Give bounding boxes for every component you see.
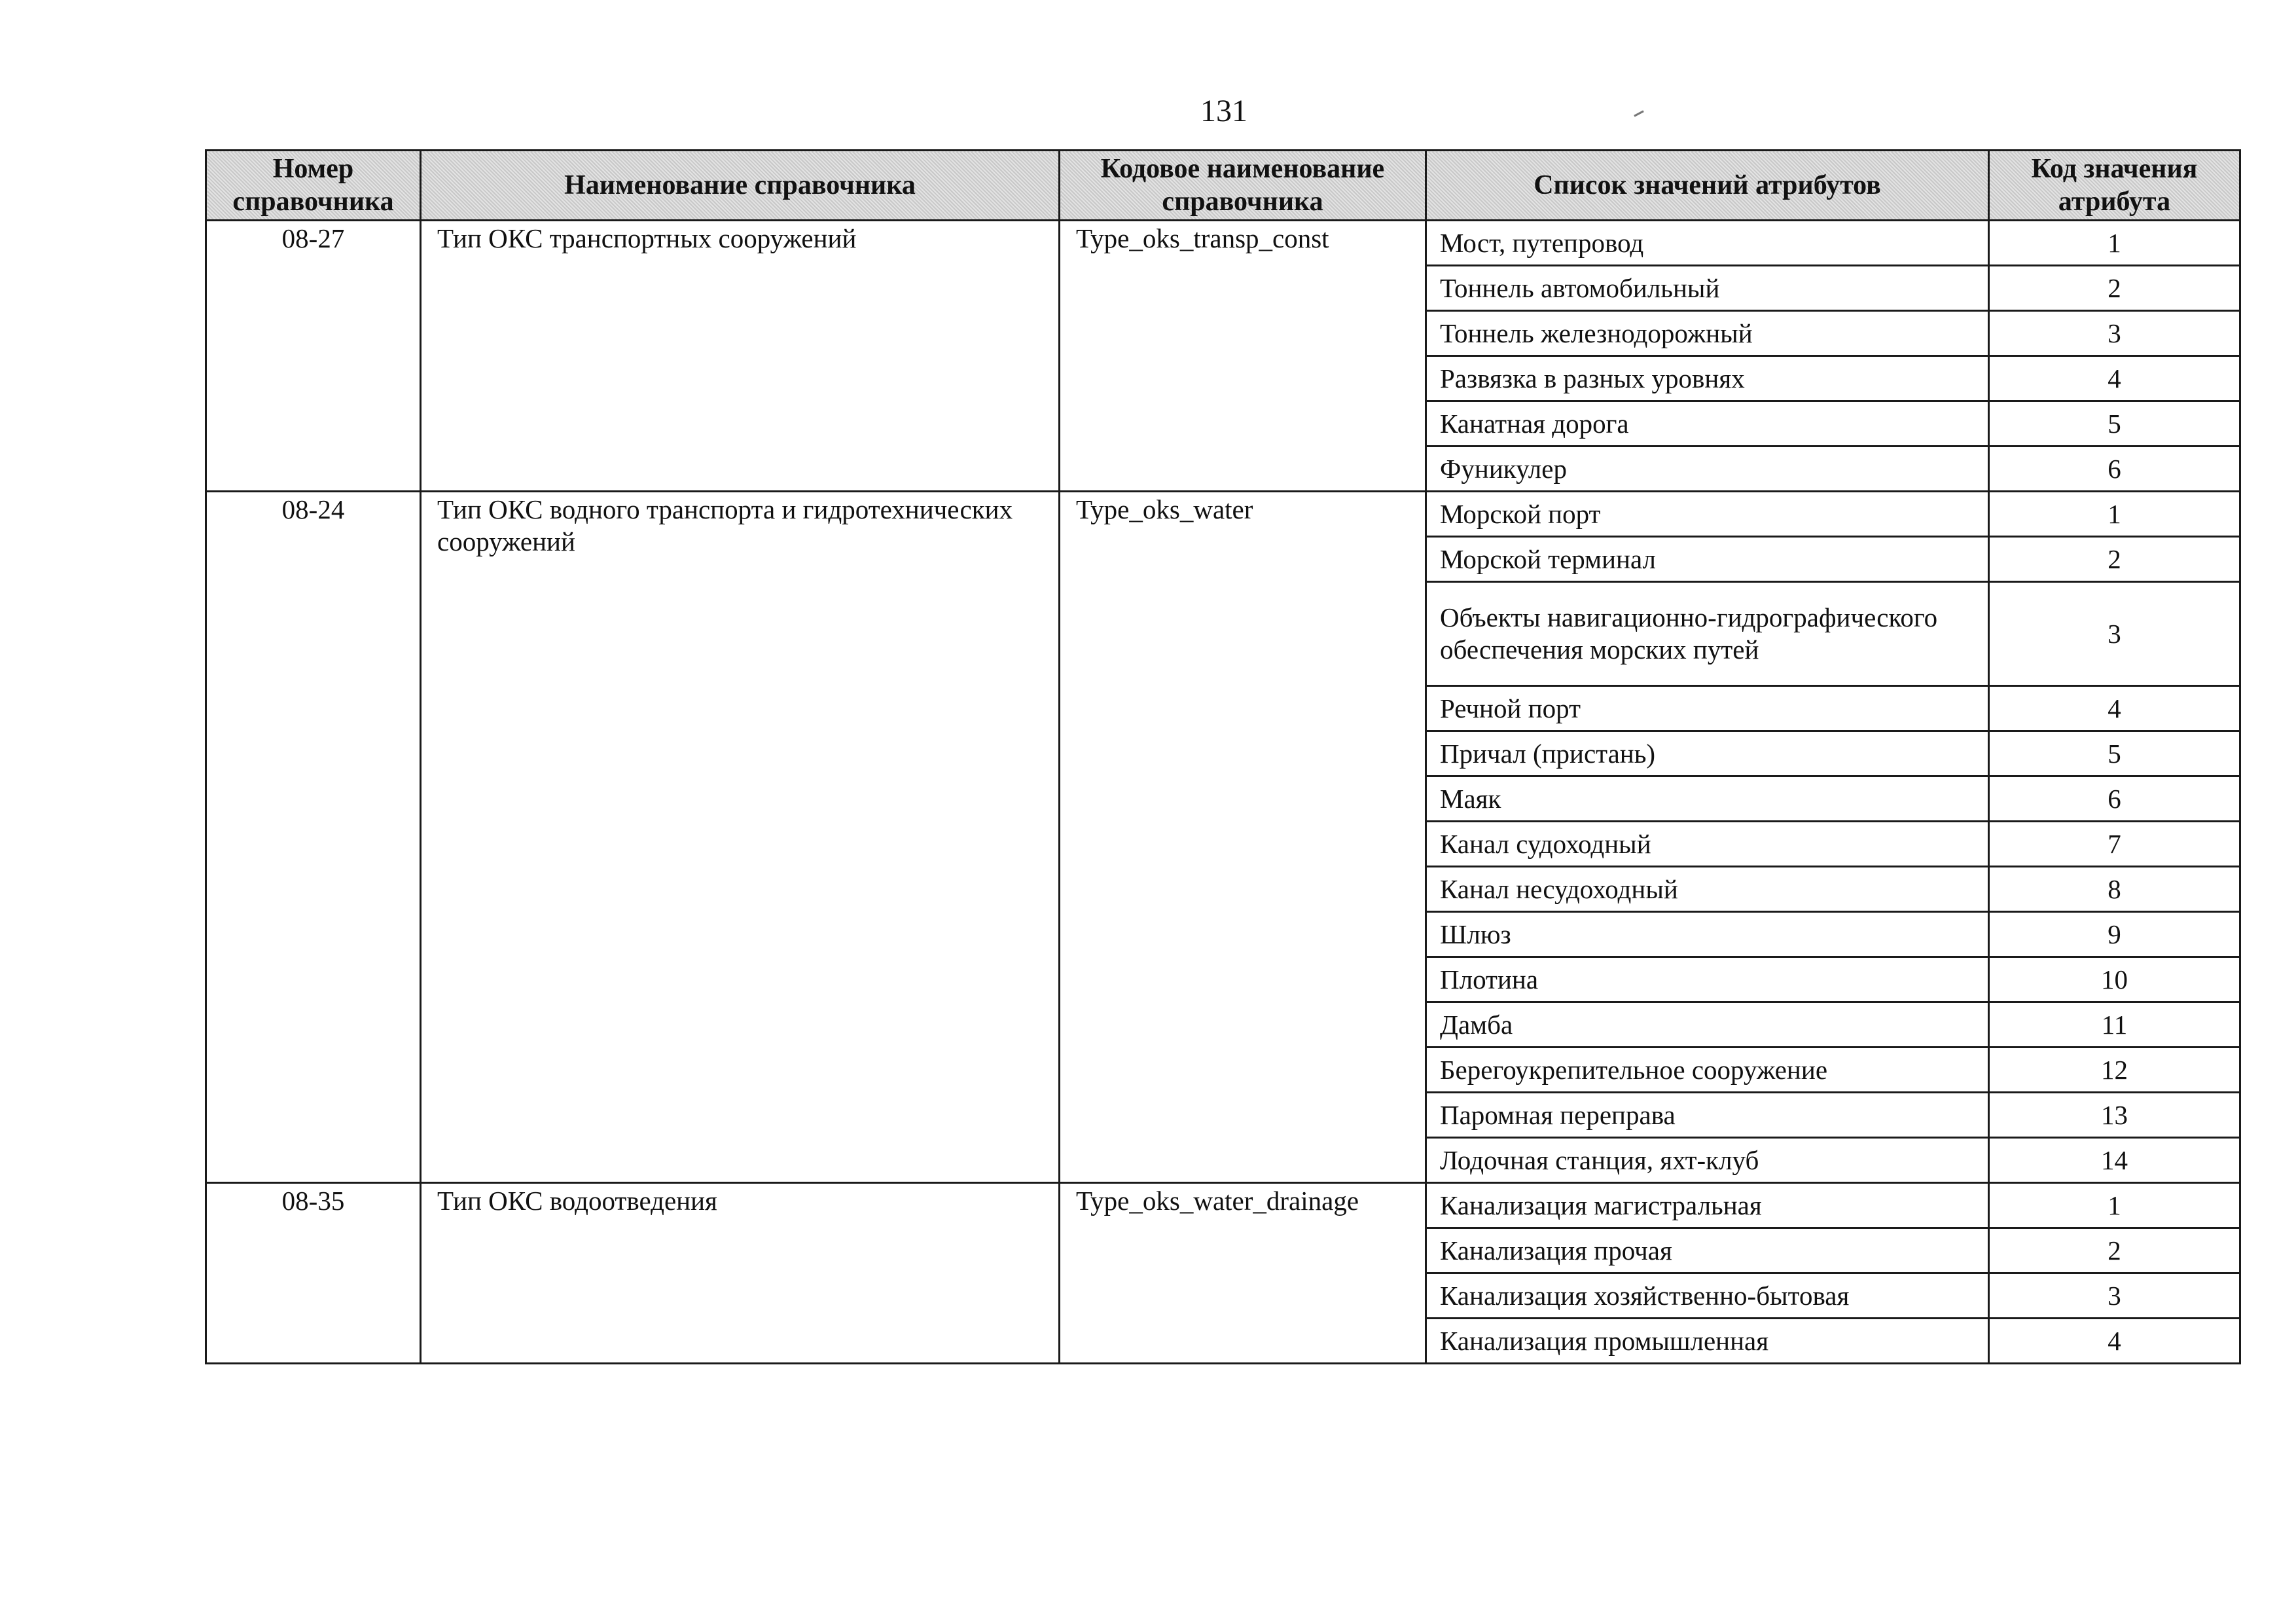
attribute-code: 4 xyxy=(1989,1319,2240,1364)
attribute-code: 5 xyxy=(1989,731,2240,776)
table-row xyxy=(206,492,2240,537)
attribute-code: 4 xyxy=(1989,356,2240,401)
directory-number: 08-35 xyxy=(206,1183,421,1364)
attribute-code: 10 xyxy=(1989,957,2240,1002)
attribute-value: Берегоукрепительное сооружение xyxy=(1426,1048,1989,1093)
attribute-code: 3 xyxy=(1989,311,2240,356)
attribute-code: 11 xyxy=(1989,1002,2240,1048)
header-number: Номер справочника xyxy=(206,151,421,221)
attribute-value: Причал (пристань) xyxy=(1426,731,1989,776)
table-row xyxy=(206,221,2240,266)
directory-name: Тип ОКС транспортных сооружений xyxy=(421,221,1060,492)
attribute-value: Речной порт xyxy=(1426,686,1989,731)
attribute-value: Развязка в разных уровнях xyxy=(1426,356,1989,401)
attribute-value: Канал несудоходный xyxy=(1426,867,1989,912)
header-value-code: Код значения атрибута xyxy=(1989,151,2240,221)
attribute-value: Дамба xyxy=(1426,1002,1989,1048)
header-code-name: Кодовое наименование справочника xyxy=(1060,151,1426,221)
attribute-code: 2 xyxy=(1989,266,2240,311)
directory-name: Тип ОКС водоотведения xyxy=(421,1183,1060,1364)
attribute-code: 6 xyxy=(1989,447,2240,492)
directory-code-name: Type_oks_water xyxy=(1060,492,1426,1183)
attribute-code: 1 xyxy=(1989,221,2240,266)
attribute-code: 8 xyxy=(1989,867,2240,912)
directory-code-name: Type_oks_transp_const xyxy=(1060,221,1426,492)
attribute-code: 1 xyxy=(1989,1183,2240,1228)
directory-code-name: Type_oks_water_drainage xyxy=(1060,1183,1426,1364)
attribute-code: 3 xyxy=(1989,582,2240,686)
attribute-value: Канализация промышленная xyxy=(1426,1319,1989,1364)
attribute-code: 14 xyxy=(1989,1138,2240,1183)
header-values: Список значений атрибутов xyxy=(1426,151,1989,221)
header-name: Наименование справочника xyxy=(421,151,1060,221)
attribute-value: Морской порт xyxy=(1426,492,1989,537)
directory-number: 08-27 xyxy=(206,221,421,492)
attribute-code: 12 xyxy=(1989,1048,2240,1093)
attribute-value: Морской терминал xyxy=(1426,537,1989,582)
directory-number: 08-24 xyxy=(206,492,421,1183)
attribute-value: Фуникулер xyxy=(1426,447,1989,492)
attribute-value: Шлюз xyxy=(1426,912,1989,957)
attribute-value: Лодочная станция, яхт-клуб xyxy=(1426,1138,1989,1183)
attribute-code: 13 xyxy=(1989,1093,2240,1138)
header-row xyxy=(206,151,2240,221)
attribute-value: Канализация хозяйственно-бытовая xyxy=(1426,1273,1989,1319)
attribute-code: 9 xyxy=(1989,912,2240,957)
attribute-value: Паромная переправа xyxy=(1426,1093,1989,1138)
attribute-value: Тоннель автомобильный xyxy=(1426,266,1989,311)
attribute-code: 4 xyxy=(1989,686,2240,731)
attribute-value: Плотина xyxy=(1426,957,1989,1002)
attribute-value: Канатная дорога xyxy=(1426,401,1989,447)
attribute-value: Канал судоходный xyxy=(1426,822,1989,867)
attribute-code: 3 xyxy=(1989,1273,2240,1319)
attribute-value: Маяк xyxy=(1426,776,1989,822)
attribute-code: 6 xyxy=(1989,776,2240,822)
attribute-value: Мост, путепровод xyxy=(1426,221,1989,266)
table-row xyxy=(206,1183,2240,1228)
attribute-code: 2 xyxy=(1989,537,2240,582)
attribute-value: Тоннель железнодорожный xyxy=(1426,311,1989,356)
attribute-code: 2 xyxy=(1989,1228,2240,1273)
reference-table xyxy=(205,149,2241,1364)
attribute-code: 1 xyxy=(1989,492,2240,537)
directory-name: Тип ОКС водного транспорта и гидротехнических сооружений xyxy=(421,492,1060,1183)
attribute-code: 5 xyxy=(1989,401,2240,447)
page-number: 131 xyxy=(1200,94,1247,128)
attribute-code: 7 xyxy=(1989,822,2240,867)
attribute-value: Канализация магистральная xyxy=(1426,1183,1989,1228)
attribute-value: Объекты навигационно-гидрографического обеспечения морских путей xyxy=(1426,582,1989,686)
attribute-value: Канализация прочая xyxy=(1426,1228,1989,1273)
